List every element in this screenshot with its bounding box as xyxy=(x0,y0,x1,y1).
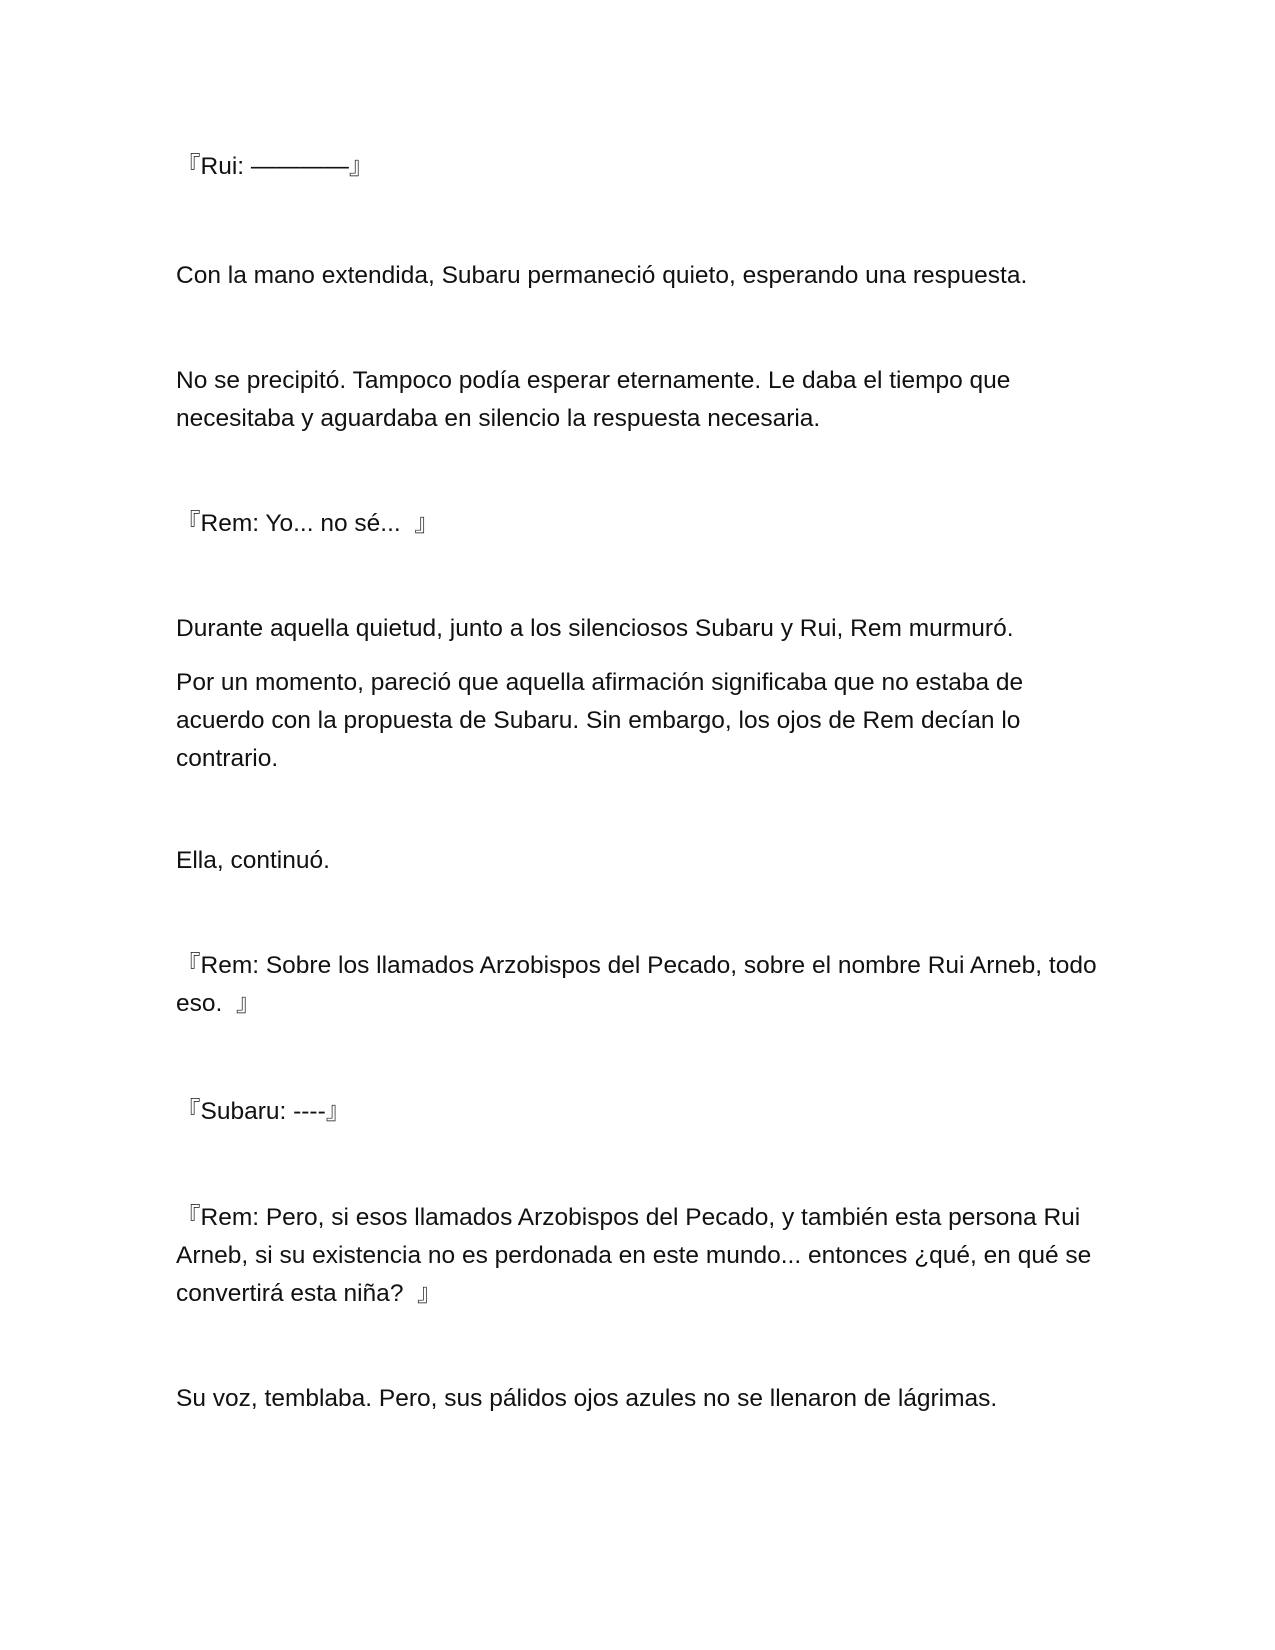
dialogue-rem: 『Rem: Pero, si esos llamados Arzobispos del Pecado, y también esta persona Rui Arneb, si su existencia no es perdonada en este mundo... entonces ¿qué, en qué se convertirá esta niña? 』 xyxy=(176,1204,1099,1307)
paragraph: Por un momento, pareció que aquella afirmación significaba que no estaba de acuerdo con la propuesta de Subaru. Sin embargo, los ojos de Rem decían lo contrario. xyxy=(176,669,1030,772)
dialogue-subaru: 『Subaru: ----』 xyxy=(176,1098,351,1125)
paragraph: Con la mano extendida, Subaru permaneció quieto, esperando una respuesta. xyxy=(176,262,1028,289)
paragraph: Durante aquella quietud, junto a los silenciosos Subaru y Rui, Rem murmuró. xyxy=(176,615,1014,642)
dialogue-rui: 『Rui: ————』 xyxy=(176,153,374,180)
paragraph: No se precipitó. Tampoco podía esperar eternamente. Le daba el tiempo que necesitaba y aguardaba en silencio la respuesta necesaria. xyxy=(176,367,1018,432)
dialogue-rem: 『Rem: Sobre los llamados Arzobispos del Pecado, sobre el nombre Rui Arneb, todo eso. 』 xyxy=(176,952,1104,1017)
dialogue-rem: 『Rem: Yo... no sé... 』 xyxy=(176,510,439,537)
paragraph: Su voz, temblaba. Pero, sus pálidos ojos azules no se llenaron de lágrimas. xyxy=(176,1385,998,1412)
paragraph: Ella, continuó. xyxy=(176,847,330,874)
